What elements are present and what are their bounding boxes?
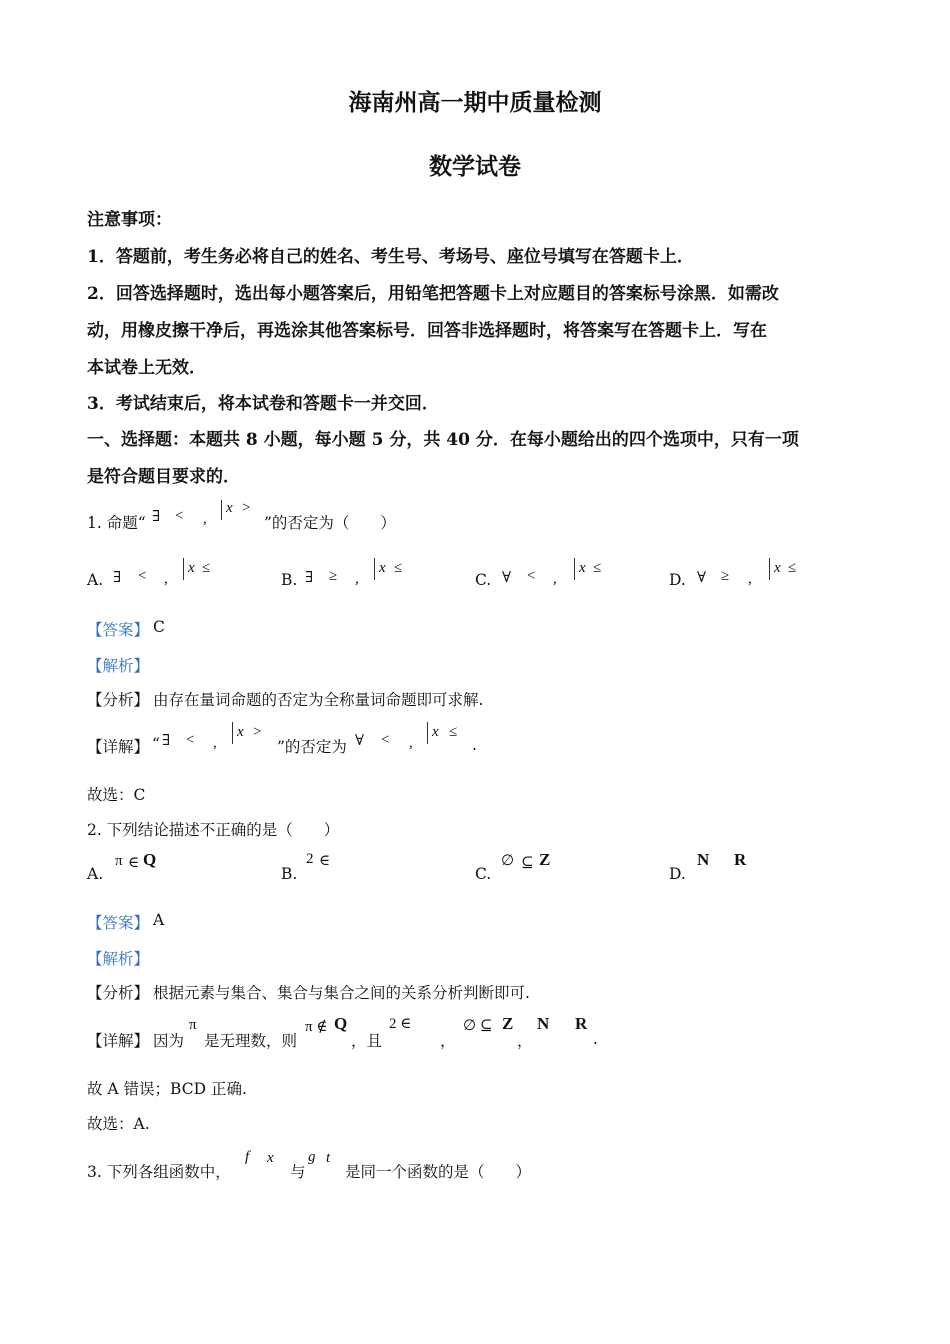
q2-fenxi: 根据元素与集合、集合与集合之间的关系分析判断即可. [153, 984, 530, 1002]
q2-xiangjie-tag: 【详解】 [87, 1032, 150, 1050]
q2-conclusion: 故 A 错误；BCD 正确. [87, 1080, 247, 1098]
q1-suffix: ”的否定为（ ） [264, 514, 396, 532]
q1-option-d-rel: ≥ [721, 568, 730, 584]
q2-option-b-in: ∈ [319, 853, 331, 869]
q1-xj-mid: ”的否定为 [277, 738, 347, 756]
q2-analysis-tag: 【解析】 [87, 950, 150, 968]
q1-option-a-quantifier: ∃ [113, 570, 122, 586]
q2-answer: A [153, 911, 165, 929]
q1-xj-x-2: x [432, 724, 439, 740]
q1-option-b-x: x [379, 560, 386, 576]
q1-option-b-label: B. [281, 571, 298, 589]
q2-xj-pi: π [189, 1017, 197, 1033]
notice-heading: 注意事项： [87, 210, 172, 230]
q1-option-a-x: x [188, 560, 195, 576]
page-title: 海南州高一期中质量检测 [348, 89, 602, 116]
q3-suffix: 是同一个函数的是（ ） [345, 1163, 532, 1181]
q3-t: t [326, 1150, 331, 1166]
notice-item-2-line-3: 本试卷上无效． [87, 358, 206, 378]
q2-option-b-label: B. [281, 865, 298, 883]
q2-xj-r: R [575, 1014, 588, 1033]
q3-x: x [267, 1150, 274, 1166]
notice-item-1: 1．答题前，考生务必将自己的姓名、考生号、考场号、座位号填写在答题卡上． [87, 247, 694, 267]
q1-xj-open: “ [152, 735, 160, 753]
q1-option-d-label: D. [669, 571, 686, 589]
q2-option-b-two: 2 [306, 851, 314, 867]
q1-xj-forall: ∀ [355, 733, 365, 749]
q1-xj-comma: , [213, 735, 217, 751]
q1-xiangjie-tag: 【详解】 [87, 738, 150, 756]
q1-xj-exists: ∃ [162, 733, 171, 749]
q1-xj-gt: > [253, 724, 262, 740]
q2-xj-comma-1: ， [440, 1032, 456, 1050]
q2-xj-notin: π ∉ [305, 1019, 328, 1035]
q1-option-c-label: C. [475, 571, 492, 589]
q3-mid: 与 [290, 1163, 306, 1181]
q1-option-b-quantifier: ∃ [305, 570, 314, 586]
q1-option-c-comma: , [553, 571, 557, 587]
q1-option-b-rel: ≥ [329, 568, 338, 584]
q1-option-b-abs-bar [374, 558, 375, 580]
q2-option-c-sub: ⊆ [521, 855, 534, 871]
q2-option-c-set: Z [539, 850, 551, 869]
q2-xj-two: 2 ∈ [389, 1016, 412, 1032]
q1-lt: < [175, 508, 184, 524]
q1-comma: , [203, 511, 207, 527]
q1-x: x [226, 500, 233, 516]
q2-guxuan: 故选：A. [87, 1115, 150, 1133]
section-1-heading-line-1: 一、选择题：本题共 8 小题，每小题 5 分，共 40 分．在每小题给出的四个选项中，只有一项 [87, 430, 799, 450]
q2-option-a-set: Q [143, 850, 157, 869]
q1-option-d-comma: , [748, 571, 752, 587]
q1-option-d-abs-bar [769, 558, 770, 580]
q1-option-a-label: A. [87, 571, 104, 589]
q3-g: g [308, 1149, 316, 1165]
q2-option-a-in: ∈ [128, 855, 140, 871]
q1-xj-le: ≤ [449, 724, 458, 740]
q1-fenxi: 由存在量词命题的否定为全称量词命题即可求解. [153, 691, 484, 709]
q1-xj-x: x [237, 724, 244, 740]
q1-option-c-rel: < [527, 568, 536, 584]
q3-f: f [245, 1149, 250, 1165]
page-subtitle: 数学试卷 [429, 153, 521, 180]
q2-xj-n: N [537, 1014, 550, 1033]
section-1-heading-line-2: 是符合题目要求的． [87, 467, 240, 487]
notice-item-2-line-1: 2．回答选择题时，选出每小题答案后，用铅笔把答题卡上对应题目的答案标号涂黑．如需改 [87, 284, 779, 304]
q2-xj-dot: . [593, 1030, 598, 1048]
q1-analysis-tag: 【解析】 [87, 657, 150, 675]
q2-option-d-label: D. [669, 865, 686, 883]
q2-answer-tag: 【答案】 [87, 914, 150, 932]
q2-xj-comma-2: ， [517, 1032, 533, 1050]
q3-prefix: 3. 下列各组函数中， [87, 1163, 231, 1181]
q1-abs-bar [221, 500, 222, 520]
q1-xj-lt-2: < [381, 732, 390, 748]
q1-gt: > [242, 500, 251, 516]
q1-option-a-abs-bar [183, 558, 184, 580]
q2-xj-q: Q [334, 1014, 348, 1033]
q1-exists: ∃ [152, 509, 161, 525]
q1-xj-lt: < [186, 732, 195, 748]
q2-fenxi-tag: 【分析】 [87, 984, 150, 1002]
q2-stem: 2. 下列结论描述不正确的是（ ） [87, 821, 340, 839]
q1-answer: C [153, 618, 165, 636]
q2-xj-3: ，且 [351, 1032, 383, 1050]
q1-option-c-le: ≤ [593, 560, 602, 576]
q1-option-a-le: ≤ [202, 560, 211, 576]
q2-option-d-n: N [697, 850, 710, 869]
q1-option-d-x: x [774, 560, 781, 576]
q2-option-c-empty: ∅ [501, 853, 515, 869]
q1-option-d-quantifier: ∀ [697, 570, 707, 586]
q1-xj-abs-bar [232, 722, 233, 744]
q2-option-c-label: C. [475, 865, 492, 883]
q2-xj-empty: ∅ ⊆ [463, 1018, 493, 1034]
q1-option-a-comma: , [164, 571, 168, 587]
q1-prefix: 1. 命题“ [87, 514, 146, 532]
q1-option-b-comma: , [355, 571, 359, 587]
q1-option-a-rel: < [138, 568, 147, 584]
q1-fenxi-tag: 【分析】 [87, 691, 150, 709]
q1-xj-comma-2: , [409, 735, 413, 751]
q2-xj-2: 是无理数，则 [204, 1032, 298, 1050]
q1-option-c-x: x [579, 560, 586, 576]
q1-option-c-abs-bar [574, 558, 575, 580]
q2-option-a-pi: π [115, 853, 123, 869]
q2-xj-1: 因为 [153, 1032, 185, 1050]
q1-xj-abs-bar-2 [427, 722, 428, 744]
q2-option-d-r: R [734, 850, 747, 869]
q1-option-b-le: ≤ [394, 560, 403, 576]
q1-xj-end: . [472, 736, 477, 754]
q1-guxuan: 故选：C [87, 786, 146, 804]
q2-xj-z: Z [502, 1014, 514, 1033]
q2-option-a-label: A. [87, 865, 104, 883]
q1-answer-tag: 【答案】 [87, 621, 150, 639]
q1-option-d-le: ≤ [788, 560, 797, 576]
notice-item-2-line-2: 动，用橡皮擦干净后，再选涂其他答案标号．回答非选择题时，将答案写在答题卡上．写在 [87, 321, 767, 341]
notice-item-3: 3．考试结束后，将本试卷和答题卡一并交回． [87, 394, 439, 414]
q1-option-c-quantifier: ∀ [502, 570, 512, 586]
